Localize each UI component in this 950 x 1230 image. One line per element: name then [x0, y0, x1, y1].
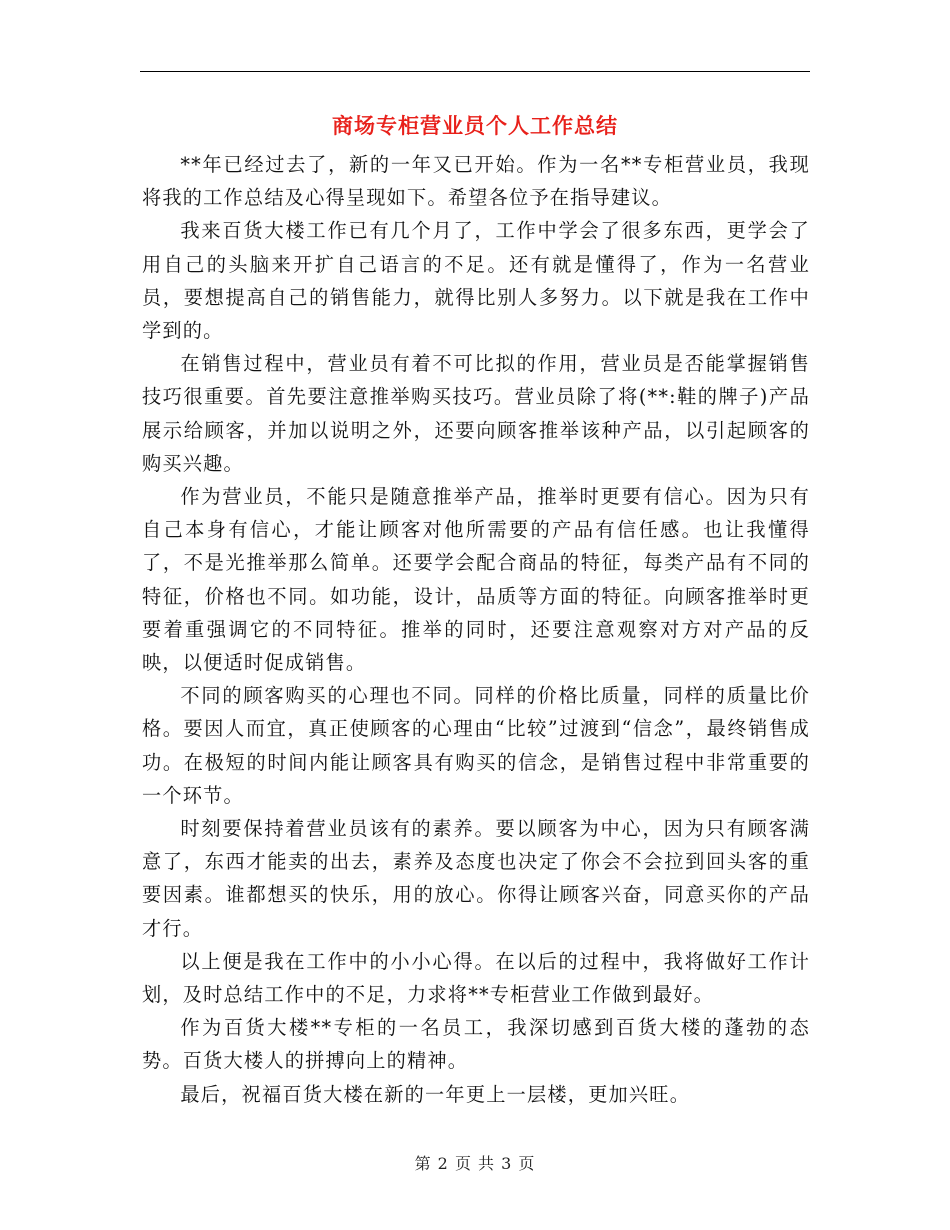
paragraph-7: 以上便是我在工作中的小小心得。在以后的过程中，我将做好工作计划，及时总结工作中的不足，力求将**专柜营业工作做到最好。	[142, 949, 810, 1007]
paragraph-2: 我来百货大楼工作已有几个月了，工作中学会了很多东西，更学会了用自己的头脑来开扩自己语言的不足。还有就是懂得了，作为一名营业员，要想提高自己的销售能力，就得比别人多努力。以下就是我在工作中学到的。	[142, 219, 810, 343]
document-title: 商场专柜营业员个人工作总结	[332, 114, 618, 138]
paragraph-1: **年已经过去了，新的一年又已开始。作为一名**专柜营业员，我现将我的工作总结及心得呈现如下。希望各位予在指导建议。	[142, 153, 810, 210]
paragraph-5: 不同的顾客购买的心理也不同。同样的价格比质量，同样的质量比价格。要因人而宜，真正使顾客的心理由“比较”过渡到“信念”，最终销售成功。在极短的时间内能让顾客具有购买的信念，是销售过程中非常重要的一个环节。	[142, 684, 810, 807]
paragraph-3: 在销售过程中，营业员有着不可比拟的作用，营业员是否能掌握销售技巧很重要。首先要注意推举购买技巧。营业员除了将(**:鞋的牌子)产品展示给顾客，并加以说明之外，还要向顾客推举该种产品，以引起顾客的购买兴趣。	[142, 352, 810, 475]
paragraph-9: 最后，祝福百货大楼在新的一年更上一层楼，更加兴旺。	[180, 1082, 691, 1106]
paragraph-4: 作为营业员，不能只是随意推举产品，推举时更要有信心。因为只有自己本身有信心，才能让顾客对他所需要的产品有信任感。也让我懂得了，不是光推举那么简单。还要学会配合商品的特征，每类产品有不同的特征，价格也不同。如功能，设计，品质等方面的特征。向顾客推举时更要着重强调它的不同特征。推举的同时，还要注意观察对方对产品的反映，以便适时促成销售。	[142, 485, 810, 675]
document-body	[142, 148, 810, 1111]
paragraph-6: 时刻要保持着营业员该有的素养。要以顾客为中心，因为只有顾客满意了，东西才能卖的出去，素养及态度也决定了你会不会拉到回头客的重要因素。谁都想买的快乐，用的放心。你得让顾客兴奋，同意买你的产品才行。	[142, 817, 810, 940]
page-number-footer: 第 2 页 共 3 页	[414, 1154, 536, 1173]
header-rule	[140, 71, 810, 72]
paragraph-8: 作为百货大楼**专柜的一名员工，我深切感到百货大楼的蓬勃的态势。百货大楼人的拼搏向上的精神。	[142, 1016, 810, 1073]
